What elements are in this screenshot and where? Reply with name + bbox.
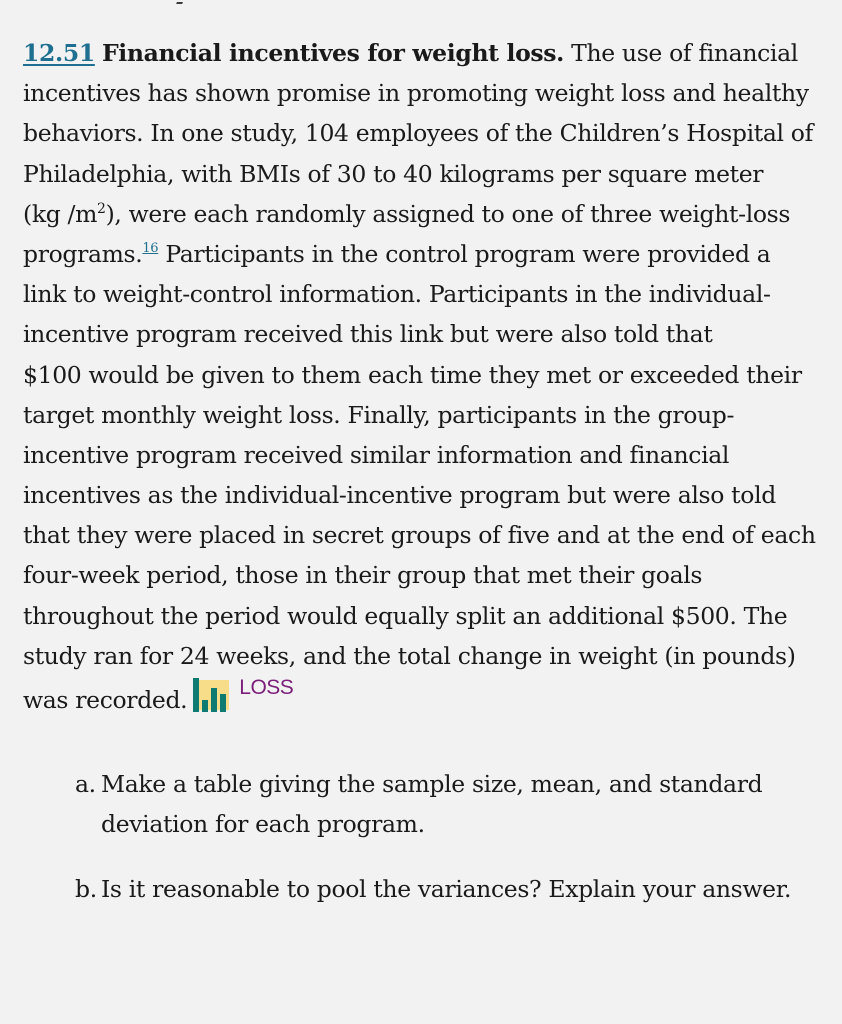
problem-text: was recorded. [23,686,188,714]
problem-line-6 [23,234,823,274]
problem-line-10: target monthly weight loss. Finally, participants in the group- [23,400,735,429]
problem-line-16: study ran for 24 weeks, and the total change in weight (in pounds) [23,641,796,670]
problem-line-2: incentives has shown promise in promoting weight loss and healthy [23,79,809,108]
question-text: Is it reasonable to pool the variances? Explain your answer. [101,875,792,903]
problem-line-14: four-week period, those in their group that met their goals [23,561,703,590]
problem-line-5 [23,194,823,234]
problem-line-1 [23,33,823,73]
problem-line-17 [23,676,823,724]
problem-line-11: incentive program received similar information and financial [23,440,730,469]
problem-text: programs. [23,239,143,268]
data-file-link-loss[interactable]: LOSS [239,676,294,699]
problem-line-8: incentive program received this link but were also told that [23,320,713,349]
problem-line-12: incentives as the individual-incentive program but were also told [23,481,776,510]
problem-text: Participants in the control program were provided a [158,239,771,268]
squared-exponent: 2 [97,200,106,217]
question-a [75,764,815,844]
problem-line-4: Philadelphia, with BMIs of 30 to 40 kilograms per square meter [23,159,764,188]
previous-content-fragment [0,0,842,10]
problem-line-7: link to weight-control information. Participants in the individual- [23,280,771,309]
problem-line-9: $100 would be given to them each time they met or exceeded their [23,360,802,389]
question-letter: a. [75,770,96,798]
question-b [75,869,815,909]
bar-chart-data-icon[interactable] [193,678,229,712]
footnote-16-link[interactable]: 16 [142,240,159,256]
problem-line-13: that they were placed in secret groups of five and at the end of each [23,521,816,550]
problem-12-51 [23,33,823,724]
question-text: Make a table giving the sample size, mean, and standard deviation for each program. [101,770,763,838]
problem-title: Financial incentives for weight loss. [101,39,565,67]
problem-text: The use of financial [564,39,798,67]
problem-text: ), were each randomly assigned to one of three weight-loss [105,199,791,228]
question-letter: b. [75,875,97,903]
question-list [75,764,815,909]
unit-text: (kg /m [23,199,98,228]
problem-line-3: behaviors. In one study, 104 employees of the Children’s Hospital of [23,119,813,148]
problem-line-15: throughout the period would equally split an additional $500. The [23,601,788,630]
problem-number-link[interactable]: 12.51 [23,39,95,67]
